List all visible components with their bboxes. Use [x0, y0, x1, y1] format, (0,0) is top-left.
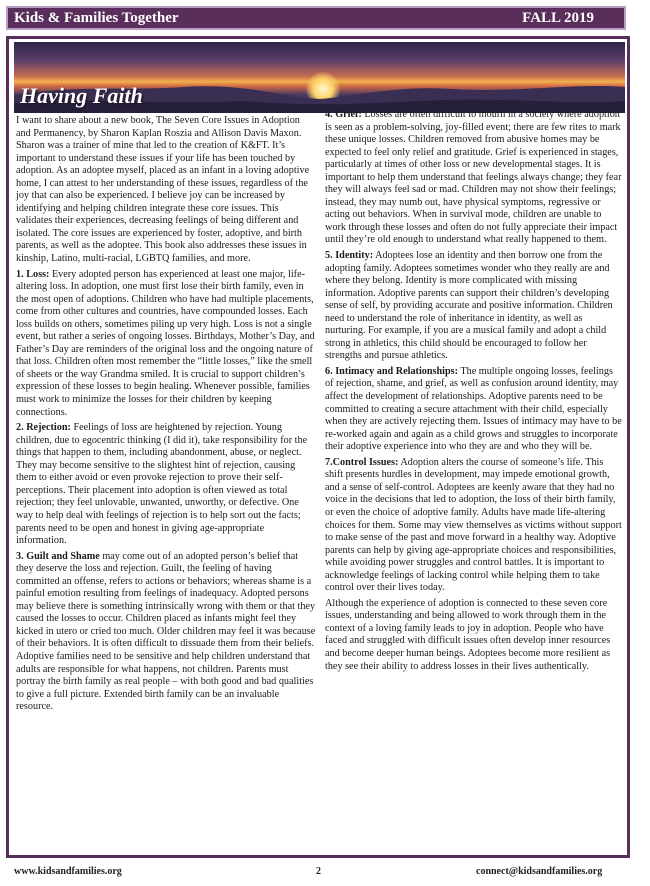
paragraph-text: Losses are often difficult to mourn in a society where adoption is seen as a problem-solving, joy-filled event; there are few rites to mark these unique losses. Children removed from abusive homes may be expected to feel only relief and gratitude. Grief is experienced in stages, particularly at times of other loss or new developmental stages. It is important to help them understand that feelings always change; they fear they will always feel sad or mad. Children may not show their feelings; instead, they may numb out, have physical symptoms, regressive or acting out behaviors. When in survival mode, children are unable to work through these losses and often do not fully appreciate their impact until they’re old enough to understand what really happened to them. [325, 109, 622, 246]
page-number: 2 [316, 866, 321, 877]
newsletter-header [6, 6, 626, 30]
paragraph [16, 422, 316, 547]
paragraph-text: Feelings of loss are heightened by rejection. Young children, due to egocentric thinking (I did it), take responsibility for the things that happen to them, including abandonment, abuse, or neglect. They may become sensitive to the slightest hint of rejection, causing them to either avoid or even provoke rejection to prove their self-perceptions. Their placement into adoption is often viewed as total rejection; they feel unlovable, unwanted, unworthy, or defective. One way to help deal with feelings of rejection is to help sort out the facts; parents need to be open and honest in giving age-appropriate information. [16, 422, 308, 547]
paragraph-heading: 4. Grief: [325, 109, 362, 120]
paragraph-heading: 3. Guilt and Shame [16, 550, 100, 562]
paragraph-text: Every adopted person has experienced at least one major, life-altering loss. In adoption, one must first lose their birth family, even in the most open of adoptions. Children who have had multiple placements, come from other cultures and countries, have compounded losses. Each loss builds on others, sometimes piling up very high. Loss is not a single event, but rather a series of ongoing losses. Birthdays, Mother’s Day, and Father’s Day are reminders of the original loss and the ongoing nature of that loss. Children often most remember the “little losses,” like the smell of sheets or the way Grandma smiled. It is crucial to support children’s expression of these losses to begin healing. Whenever possible, families must work to minimize the losses for their children by keeping connections. [16, 268, 315, 418]
paragraph-heading: 5. Identity: [325, 250, 374, 262]
issue-season: FALL 2019 [522, 10, 594, 26]
paragraph-text: Adoption alters the course of someone’s life. This shift presents hurdles in development, may impede emotional growth, and a sense of self-control. Adoptees are keenly aware that they had no voice in the decisions that led to adoption, the loss of their birth family, or even the choice of adoptive family. Adults have made life-altering choices for them. Some may view themselves as victims without support to make sense of the past and move forward in a healthy way. Adoptive parents can help by giving age-appropriate choices and responsibilities, while avoiding power struggles and control battles. It is important to acknowledge feelings of lacking control while helping them to take control over their lives today. [325, 456, 622, 594]
paragraph-text: may come out of an adopted person’s belief that they deserve the loss and rejection. Guilt, the feeling of having committed an offense, refers to actions or behaviors; whereas shame is a painful emotion resulting from feelings of inadequacy. Adopted persons may believe there is something intrinsically wrong with them or that they caused the losses to occur. Children placed as infants might feel they kicked in utero or cried too much. Older children may feel it was because of their behaviors. It is often difficult to dissuade them from their beliefs. Adoptive families need to be sensitive and help children understand that adults are responsible for what happens, not children. Parents must portray the birth family as real people – with both good and bad qualities to give a full picture. Extended birth family can be an invaluable resource. [16, 550, 316, 713]
paragraph [325, 366, 622, 454]
paragraph-heading: 2. Rejection: [16, 422, 71, 434]
contact-email[interactable]: connect@kidsandfamilies.org [476, 866, 603, 877]
paragraph-text: I want to share about a new book, The Seven Core Issues in Adoption and Permanency, by Sharon Kaplan Roszia and Allison Davis Maxon. Sharon was a trainer of mine that led to the creation of K&FT. It’s important to understand these issues if your life has been touched by adoption. As an adoptee myself, placed as an infant in a loving adoptive home, I can attest to her understanding of these issues, regardless of the joy that can also be experienced. I believe joy can be increased by identifying and helping children integrate these core issues. This validates their experiences, decreasing feelings of being different and isolated. The core issues are experienced by foster, adoptive, and birth parents, as well as the adoptee. This book also addresses these issues in kinship, Latino, multi-racial, LGBTQ families, and more. [16, 115, 310, 265]
paragraph [325, 109, 622, 247]
paragraph-heading: 7.Control Issues: [325, 456, 399, 468]
paragraph [325, 598, 622, 673]
paragraph [16, 269, 316, 420]
paragraph [325, 457, 622, 595]
paragraph-heading: 1. Loss: [16, 268, 50, 280]
article-title: Having Faith [20, 83, 143, 108]
paragraph-text: The multiple ongoing losses, feelings of rejection, shame, and grief, as well as confusion around identity, may affect the development of relationships. Adoptive parents need to be committed to creating a secure attachment with their child, especially when they are actively rejecting them. Issues of intimacy may have to be re-worked again and again as a child grows and struggles to incorporate their adoptive experience into who they are and who they will be. [325, 365, 622, 453]
left-column [16, 115, 316, 717]
paragraph-text: Adoptees lose an identity and then borrow one from the adopting family. Adoptees sometimes wonder who they really are and where they belong. Identity is more complicated with missing information. Adoptive parents can support their children’s developing sense of self, by providing accurate and positive information. Children need to understand the role of inheritance in identity, as well as nurturing. For example, if you are a musical family and adopt a child strong in athletics, this child should be encouraged to follow her strengths and pursue athletics. [325, 250, 613, 362]
paragraph [325, 250, 622, 363]
paragraph [16, 551, 316, 714]
paragraph-text: Although the experience of adoption is connected to these seven core issues, understanding and being allowed to work through them in the context of a loving family leads to joy in adoption. People who have faced and struggled with difficult issues often develop inner resources and become deeper human beings. Adoptees become more resilient as they see their ability to address losses in their lives authentically. [325, 597, 611, 672]
newsletter-name: Kids & Families Together [14, 10, 179, 26]
paragraph-heading: 6. Intimacy and Relationships: [325, 365, 459, 377]
paragraph [16, 115, 316, 266]
right-column [325, 109, 622, 676]
website-link[interactable]: www.kidsandfamilies.org [14, 866, 122, 877]
